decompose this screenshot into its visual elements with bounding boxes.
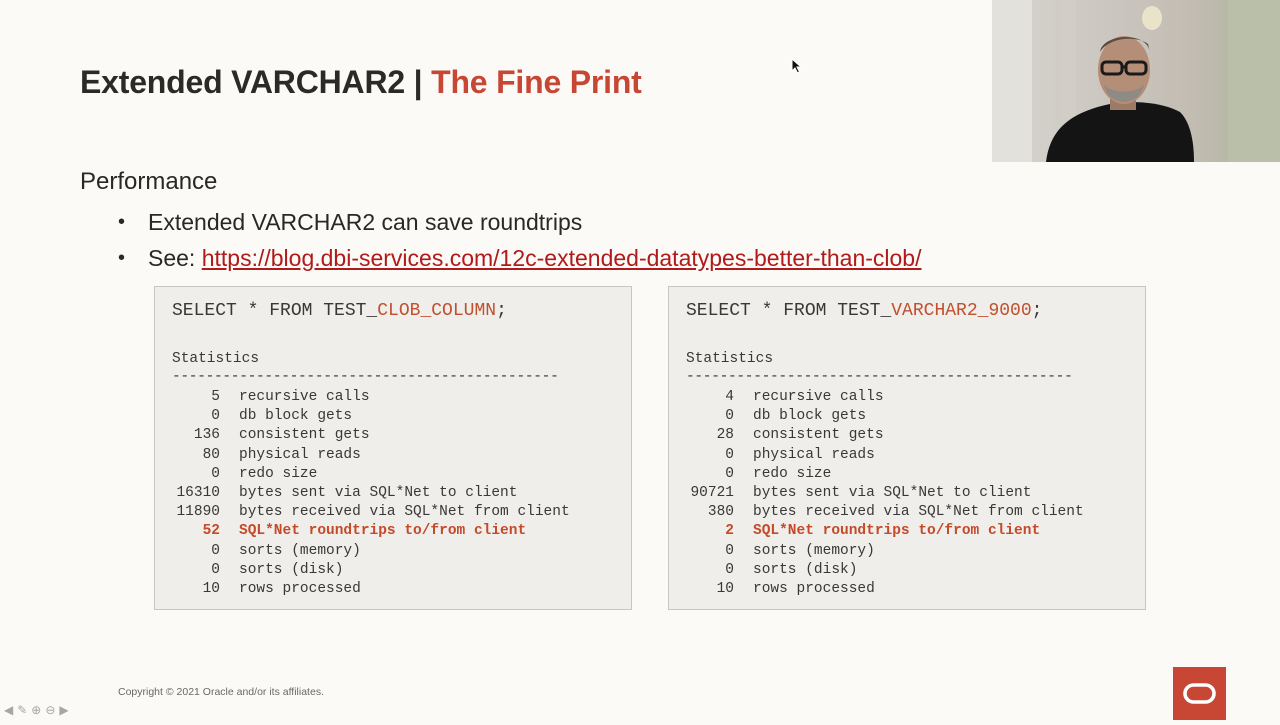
zoom-icon[interactable]: ⊕ bbox=[31, 703, 42, 717]
stat-value: 11890 bbox=[176, 504, 220, 521]
stat-row bbox=[686, 561, 1084, 580]
stat-row bbox=[686, 503, 1084, 522]
stat-value: 0 bbox=[725, 408, 734, 425]
presenter-silhouette bbox=[992, 0, 1280, 162]
stat-name: recursive calls bbox=[239, 389, 370, 405]
slide-title-accent: The Fine Print bbox=[431, 64, 642, 100]
stat-value: 28 bbox=[716, 427, 734, 444]
query-prefix: SELECT * FROM TEST_ bbox=[172, 301, 378, 321]
section-heading: Performance bbox=[80, 168, 218, 195]
copyright-text: Copyright © 2021 Oracle and/or its affiliates. bbox=[118, 686, 324, 698]
stat-value: 0 bbox=[211, 542, 220, 559]
stat-value: 90721 bbox=[690, 484, 734, 501]
stat-name: recursive calls bbox=[753, 389, 884, 405]
menu-icon[interactable]: ⊖ bbox=[45, 703, 56, 717]
stat-name: bytes received via SQL*Net from client bbox=[239, 504, 570, 521]
stat-value: 4 bbox=[725, 389, 734, 405]
oracle-logo-icon bbox=[1173, 667, 1226, 720]
bullet-item bbox=[118, 204, 921, 240]
stat-name: physical reads bbox=[753, 446, 875, 463]
stat-row bbox=[172, 503, 570, 522]
stat-row bbox=[686, 388, 1084, 407]
query-table-highlight: CLOB_COLUMN bbox=[377, 301, 497, 321]
query-table-highlight: VARCHAR2_9000 bbox=[891, 301, 1032, 321]
mouse-cursor-icon bbox=[791, 58, 803, 74]
query-prefix: SELECT * FROM TEST_ bbox=[686, 301, 892, 321]
stat-name: sorts (memory) bbox=[753, 542, 875, 559]
stat-name: consistent gets bbox=[753, 427, 884, 444]
slideshow-controls bbox=[4, 703, 69, 717]
stat-value: 380 bbox=[707, 504, 734, 521]
stat-value: 16310 bbox=[176, 484, 220, 501]
stat-row bbox=[172, 580, 570, 599]
stat-row bbox=[172, 446, 570, 465]
stat-name: consistent gets bbox=[239, 427, 370, 444]
stat-name: sorts (disk) bbox=[239, 561, 344, 578]
bullet-prefix: See: bbox=[148, 244, 202, 271]
stat-value: 0 bbox=[725, 542, 734, 559]
stat-row bbox=[172, 426, 570, 445]
stats-divider: ---------------------------------------------- bbox=[686, 369, 1073, 385]
clob-stats-panel bbox=[154, 286, 632, 610]
stat-row bbox=[686, 446, 1084, 465]
stat-value: 136 bbox=[193, 427, 220, 444]
stat-row bbox=[686, 426, 1084, 445]
stat-row bbox=[172, 388, 570, 407]
stat-row bbox=[686, 542, 1084, 561]
query-suffix: ; bbox=[496, 301, 507, 321]
slide-title-main: Extended VARCHAR2 | bbox=[80, 64, 432, 100]
stat-rows bbox=[172, 388, 570, 599]
bullet-dot-icon: • bbox=[118, 246, 126, 269]
stat-name: rows processed bbox=[753, 580, 875, 597]
stat-value: 0 bbox=[725, 561, 734, 578]
stat-name: redo size bbox=[753, 465, 832, 482]
next-arrow-icon[interactable]: ▶ bbox=[59, 703, 69, 717]
bullet-text: Extended VARCHAR2 can save roundtrips bbox=[148, 208, 583, 235]
pen-icon[interactable]: ✎ bbox=[17, 703, 28, 717]
stat-name: sorts (disk) bbox=[753, 561, 858, 578]
stat-name: bytes received via SQL*Net from client bbox=[753, 504, 1084, 521]
stat-row bbox=[172, 561, 570, 580]
stat-value: 10 bbox=[202, 580, 220, 597]
stat-name: rows processed bbox=[239, 580, 361, 597]
varchar2-stats-panel bbox=[668, 286, 1146, 610]
stats-label: Statistics bbox=[686, 351, 774, 367]
stat-row-roundtrips bbox=[686, 522, 1084, 541]
stat-name: redo size bbox=[239, 465, 318, 482]
stat-row bbox=[172, 542, 570, 561]
bullet-list bbox=[118, 204, 921, 276]
bullet-item bbox=[118, 240, 921, 276]
stat-name: bytes sent via SQL*Net to client bbox=[239, 484, 518, 501]
query-suffix: ; bbox=[1031, 301, 1043, 321]
presenter-video bbox=[992, 0, 1280, 162]
slide-title bbox=[80, 64, 642, 101]
prev-arrow-icon[interactable]: ◀ bbox=[4, 703, 14, 717]
stat-row bbox=[172, 484, 570, 503]
stat-row bbox=[686, 484, 1084, 503]
stat-value: 80 bbox=[202, 446, 220, 463]
stat-row bbox=[686, 407, 1084, 426]
stats-divider: ---------------------------------------------- bbox=[172, 369, 559, 385]
stat-name: sorts (memory) bbox=[239, 542, 361, 559]
stat-value: 52 bbox=[202, 523, 220, 540]
stat-value: 0 bbox=[211, 561, 220, 578]
stat-row bbox=[686, 580, 1084, 599]
stat-row bbox=[172, 407, 570, 426]
stat-name: SQL*Net roundtrips to/from client bbox=[239, 523, 527, 540]
stat-rows bbox=[686, 388, 1084, 599]
stats-label: Statistics bbox=[172, 351, 260, 367]
stat-value: 0 bbox=[725, 446, 734, 463]
stat-value: 0 bbox=[211, 465, 220, 482]
stat-row-roundtrips bbox=[172, 522, 570, 541]
bullet-dot-icon: • bbox=[118, 210, 126, 233]
query-text bbox=[172, 301, 507, 321]
stat-value: 0 bbox=[725, 465, 734, 482]
stat-name: physical reads bbox=[239, 446, 361, 463]
blog-link[interactable]: https://blog.dbi-services.com/12c-extended-datatypes-better-than-clob/ bbox=[201, 244, 922, 271]
stat-name: bytes sent via SQL*Net to client bbox=[753, 484, 1032, 501]
stat-value: 5 bbox=[211, 389, 220, 405]
stat-row bbox=[686, 465, 1084, 484]
query-text bbox=[686, 301, 1042, 321]
stat-row bbox=[172, 465, 570, 484]
stat-value: 2 bbox=[725, 523, 734, 540]
stat-name: db block gets bbox=[753, 408, 867, 425]
stat-value: 0 bbox=[211, 408, 220, 425]
stat-value: 10 bbox=[716, 580, 734, 597]
stat-name: db block gets bbox=[239, 408, 353, 425]
stat-name: SQL*Net roundtrips to/from client bbox=[753, 523, 1041, 540]
